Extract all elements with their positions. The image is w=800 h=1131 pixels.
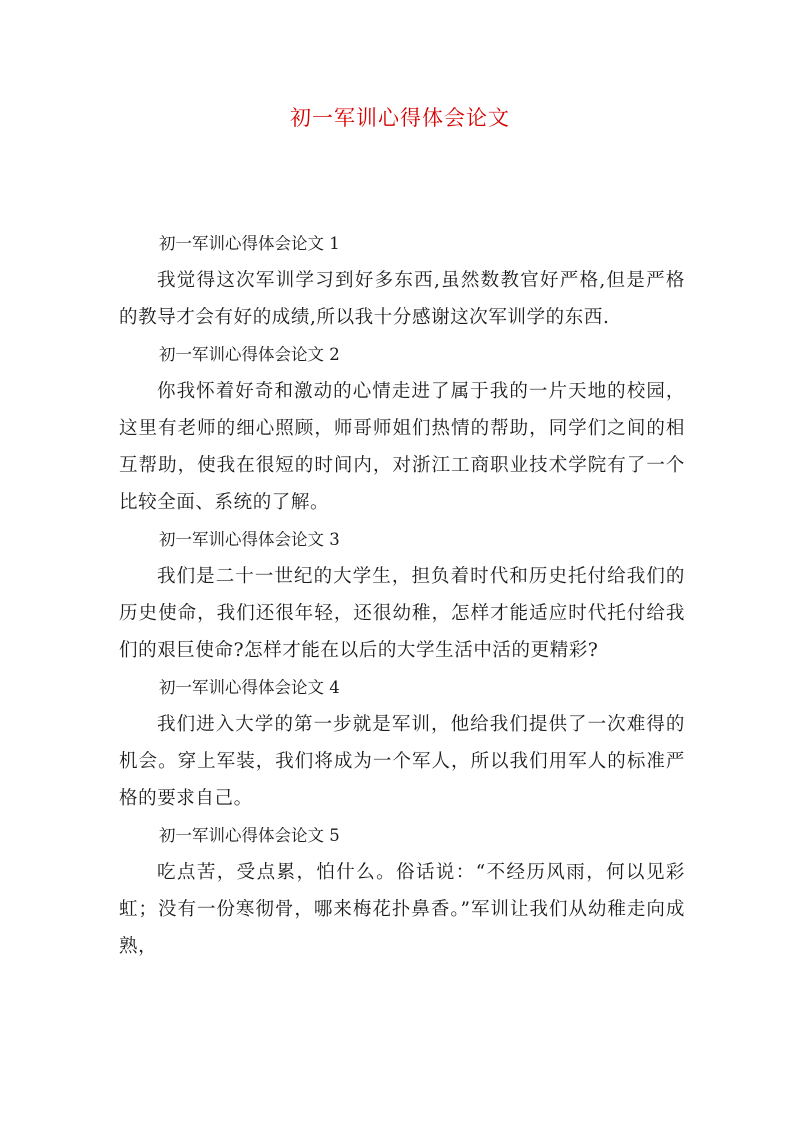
section-heading: 初一军训心得体会论文 2 xyxy=(159,345,340,364)
document-body xyxy=(119,225,685,965)
section-heading: 初一军训心得体会论文 1 xyxy=(159,234,340,253)
section-paragraph: 我们是二十一世纪的大学生，担负着时代和历史托付给我们的历史使命，我们还很年轻，还很幼稚，怎样才能适应时代托付给我们的艰巨使命?怎样才能在以后的大学生活中活的更精彩? xyxy=(119,566,685,661)
section-paragraph: 我觉得这次军训学习到好多东西,虽然数教官好严格,但是严格的教导才会有好的成绩,所以我十分感谢这次军训学的东西. xyxy=(119,270,685,328)
document-title: 初一军训心得体会论文 xyxy=(290,106,510,130)
section-heading: 初一军训心得体会论文 5 xyxy=(159,826,340,845)
section-heading: 初一军训心得体会论文 4 xyxy=(159,678,340,697)
section-paragraph: 吃点苦，受点累，怕什么。俗话说：“不经历风雨，何以见彩虹；没有一份寒彻骨，哪来梅花扑鼻香。”军训让我们从幼稚走向成熟， xyxy=(119,862,685,957)
section-heading: 初一军训心得体会论文 3 xyxy=(159,530,340,549)
section-paragraph: 我们进入大学的第一步就是军训，他给我们提供了一次难得的机会。穿上军装，我们将成为一个军人，所以我们用军人的标准严格的要求自己。 xyxy=(119,714,685,809)
section-paragraph: 你我怀着好奇和激动的心情走进了属于我的一片天地的校园，这里有老师的细心照顾，师哥师姐们热情的帮助，同学们之间的相互帮助，使我在很短的时间内，对浙江工商职业技术学院有了一个比较全面、系统的了解。 xyxy=(119,381,685,513)
